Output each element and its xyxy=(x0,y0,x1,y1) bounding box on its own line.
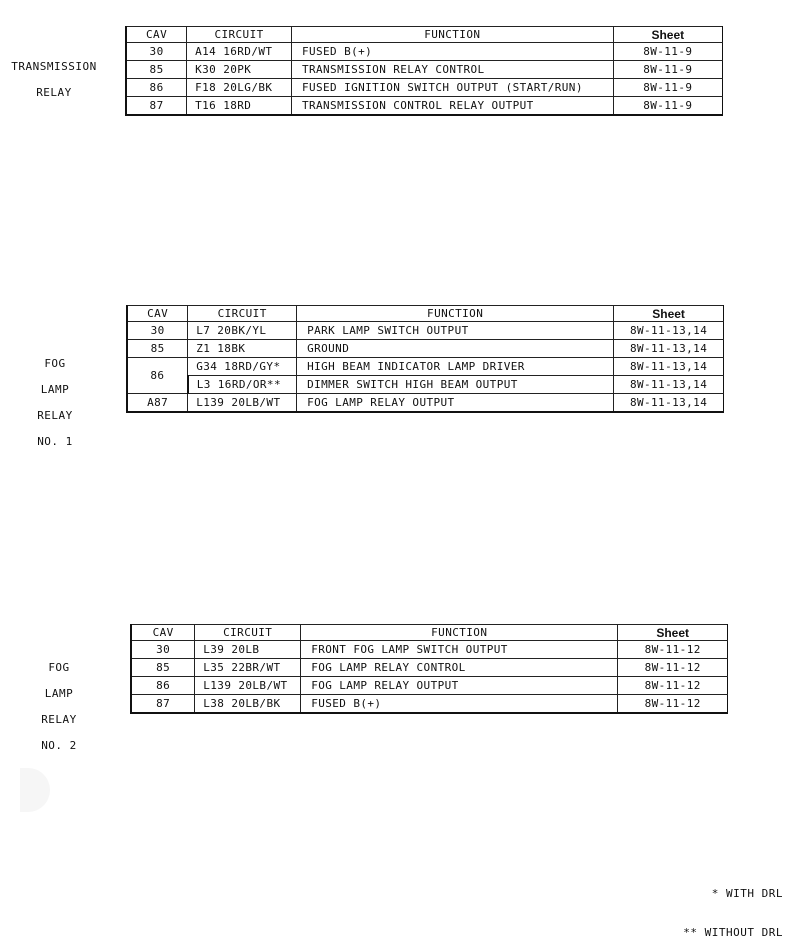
circuit-header: CIRCUIT xyxy=(195,625,301,641)
circuit-cell: L38 20LB/BK xyxy=(195,695,301,714)
label-line: RELAY xyxy=(37,409,73,422)
circuit-cell: L7 20BK/YL xyxy=(188,322,297,340)
circuit-cell: L3 16RD/OR** xyxy=(188,376,297,394)
table-row xyxy=(126,97,723,116)
circuit-cell: K30 20PK xyxy=(187,61,292,79)
cav-cell: 30 xyxy=(127,322,188,340)
cav-header: CAV xyxy=(127,306,188,322)
fog-lamp-relay-1-label xyxy=(25,344,85,461)
sheet-cell: 8W-11-12 xyxy=(618,695,728,714)
function-header: FUNCTION xyxy=(291,27,613,43)
function-cell: FUSED B(+) xyxy=(301,695,618,714)
table-row xyxy=(126,79,723,97)
table-row xyxy=(126,43,723,61)
cav-header: CAV xyxy=(131,625,195,641)
label-line: LAMP xyxy=(44,687,74,700)
table-row xyxy=(127,322,724,340)
circuit-cell: F18 20LG/BK xyxy=(187,79,292,97)
circuit-cell: Z1 18BK xyxy=(188,340,297,358)
cav-cell: 86 xyxy=(126,79,187,97)
sheet-cell: 8W-11-12 xyxy=(618,641,728,659)
table-row xyxy=(131,659,728,677)
sheet-cell: 8W-11-13,14 xyxy=(614,394,724,413)
scan-blot xyxy=(20,768,50,812)
table-row xyxy=(131,677,728,695)
cav-cell: 86 xyxy=(131,677,195,695)
fog-lamp-relay-2-table xyxy=(130,624,728,714)
fog-lamp-relay-2-label xyxy=(29,648,89,765)
circuit-cell: L139 20LB/WT xyxy=(188,394,297,413)
circuit-cell: L39 20LB xyxy=(195,641,301,659)
sheet-cell: 8W-11-13,14 xyxy=(614,340,724,358)
label-line: FOG xyxy=(44,357,66,370)
cav-cell: 30 xyxy=(131,641,195,659)
function-header: FUNCTION xyxy=(297,306,614,322)
cav-header: CAV xyxy=(126,27,187,43)
circuit-header: CIRCUIT xyxy=(187,27,292,43)
function-cell: FOG LAMP RELAY CONTROL xyxy=(301,659,618,677)
circuit-cell: A14 16RD/WT xyxy=(187,43,292,61)
circuit-header: CIRCUIT xyxy=(188,306,297,322)
function-header: FUNCTION xyxy=(301,625,618,641)
circuit-cell: L139 20LB/WT xyxy=(195,677,301,695)
table-row xyxy=(127,394,724,413)
label-line: NO. 1 xyxy=(37,435,73,448)
function-cell: TRANSMISSION RELAY CONTROL xyxy=(291,61,613,79)
function-cell: PARK LAMP SWITCH OUTPUT xyxy=(297,322,614,340)
sheet-cell: 8W-11-13,14 xyxy=(614,376,724,394)
function-cell: DIMMER SWITCH HIGH BEAM OUTPUT xyxy=(297,376,614,394)
cav-cell: A87 xyxy=(127,394,188,413)
table-row xyxy=(126,61,723,79)
function-cell: FOG LAMP RELAY OUTPUT xyxy=(297,394,614,413)
table-header-row xyxy=(126,27,723,43)
transmission-relay-label xyxy=(4,47,104,112)
cav-cell: 85 xyxy=(127,340,188,358)
sheet-cell: 8W-11-13,14 xyxy=(614,358,724,376)
table-header-row xyxy=(131,625,728,641)
function-cell: FUSED IGNITION SWITCH OUTPUT (START/RUN) xyxy=(291,79,613,97)
function-cell: GROUND xyxy=(297,340,614,358)
sheet-cell: 8W-11-12 xyxy=(618,677,728,695)
circuit-cell: G34 18RD/GY* xyxy=(188,358,297,376)
table-row xyxy=(127,340,724,358)
footnotes xyxy=(683,861,783,952)
cav-cell: 87 xyxy=(126,97,187,116)
table-row xyxy=(127,376,724,394)
sheet-cell: 8W-11-12 xyxy=(618,659,728,677)
sheet-cell: 8W-11-9 xyxy=(613,79,722,97)
table-row xyxy=(131,695,728,714)
cav-cell: 86 xyxy=(127,358,188,394)
fog-lamp-relay-1-table xyxy=(126,305,724,413)
label-line: NO. 2 xyxy=(41,739,77,752)
label-line: RELAY xyxy=(41,713,77,726)
sheet-header: Sheet xyxy=(618,625,728,641)
function-cell: FOG LAMP RELAY OUTPUT xyxy=(301,677,618,695)
cav-cell: 85 xyxy=(131,659,195,677)
table-row xyxy=(131,641,728,659)
sheet-header: Sheet xyxy=(613,27,722,43)
sheet-cell: 8W-11-13,14 xyxy=(614,322,724,340)
label-line: RELAY xyxy=(36,86,72,99)
footnote-with-drl: * WITH DRL xyxy=(711,887,783,900)
sheet-cell: 8W-11-9 xyxy=(613,61,722,79)
transmission-relay-table xyxy=(125,26,723,116)
cav-cell: 87 xyxy=(131,695,195,714)
cav-cell: 30 xyxy=(126,43,187,61)
sheet-cell: 8W-11-9 xyxy=(613,97,722,116)
function-cell: FRONT FOG LAMP SWITCH OUTPUT xyxy=(301,641,618,659)
table-row xyxy=(127,358,724,376)
table-header-row xyxy=(127,306,724,322)
label-line: LAMP xyxy=(40,383,70,396)
function-cell: HIGH BEAM INDICATOR LAMP DRIVER xyxy=(297,358,614,376)
label-line: FOG xyxy=(48,661,70,674)
circuit-cell: T16 18RD xyxy=(187,97,292,116)
footnote-without-drl: ** WITHOUT DRL xyxy=(683,926,783,939)
label-line: TRANSMISSION xyxy=(11,60,97,73)
sheet-header: Sheet xyxy=(614,306,724,322)
function-cell: FUSED B(+) xyxy=(291,43,613,61)
cav-cell: 85 xyxy=(126,61,187,79)
circuit-cell: L35 22BR/WT xyxy=(195,659,301,677)
function-cell: TRANSMISSION CONTROL RELAY OUTPUT xyxy=(291,97,613,116)
sheet-cell: 8W-11-9 xyxy=(613,43,722,61)
